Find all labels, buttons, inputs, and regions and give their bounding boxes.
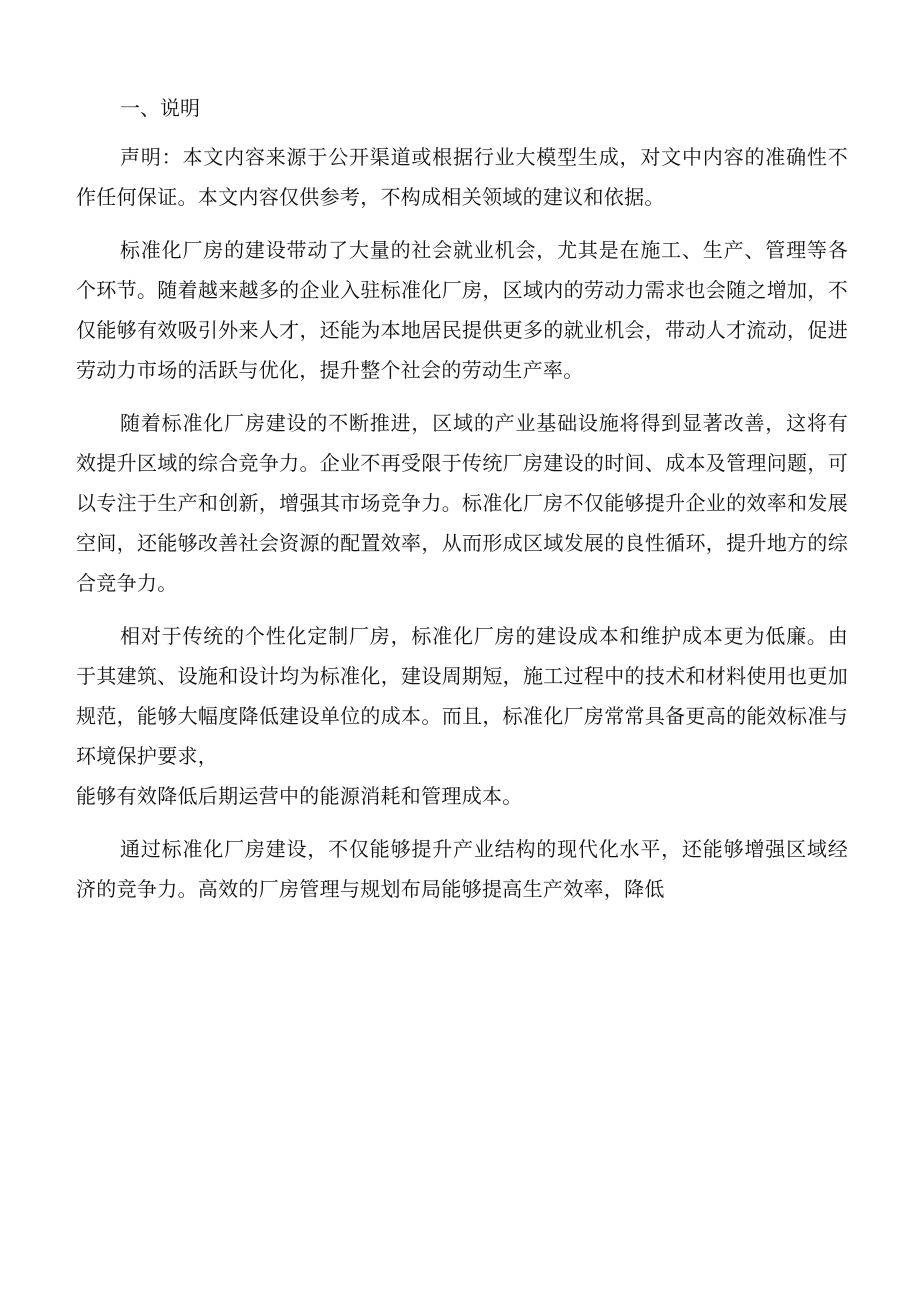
cost-paragraph (76, 616, 848, 816)
modernization-paragraph: 通过标准化厂房建设，不仅能够提升产业结构的现代化水平，还能够增强区域经济的竞争力。高效的厂房管理与规划布局能够提高生产效率，降低 (76, 837, 848, 901)
competitiveness-paragraph: 随着标准化厂房建设的不断推进，区域的产业基础设施将得到显著改善，这将有效提升区域的综合竞争力。企业不再受限于传统厂房建设的时间、成本及管理问题，可以专注于生产和创新，增强其市场竞争力。标准化厂房不仅能够提升企业的效率和发展空间，还能够改善社会资源的配置效率，从而形成区域发展的良性循环，提升地方的综合竞争力。 (76, 411, 848, 595)
cost-paragraph-main: 相对于传统的个性化定制厂房，标准化厂房的建设成本和维护成本更为低廉。由于其建筑、设施和设计均为标准化，建设周期短，施工过程中的技术和材料使用也更加规范，能够大幅度降低建设单位的成本。而且，标准化厂房常常具备更高的能效标准与环境保护要求， (76, 624, 848, 768)
section-heading: 一、说明 (120, 96, 200, 120)
employment-paragraph: 标准化厂房的建设带动了大量的社会就业机会，尤其是在施工、生产、管理等各个环节。随着越来越多的企业入驻标准化厂房，区域内的劳动力需求也会随之增加，不仅能够有效吸引外来人才，还能为本地居民提供更多的就业机会，带动人才流动，促进劳动力市场的活跃与优化，提升整个社会的劳动生产率。 (76, 238, 848, 382)
cost-paragraph-tail: 能够有效降低后期运营中的能源消耗和管理成本。 (76, 784, 523, 808)
disclaimer-paragraph: 声明：本文内容来源于公开渠道或根据行业大模型生成，对文中内容的准确性不作任何保证。本文内容仅供参考，不构成相关领域的建议和依据。 (76, 145, 848, 209)
document-body (76, 88, 848, 922)
